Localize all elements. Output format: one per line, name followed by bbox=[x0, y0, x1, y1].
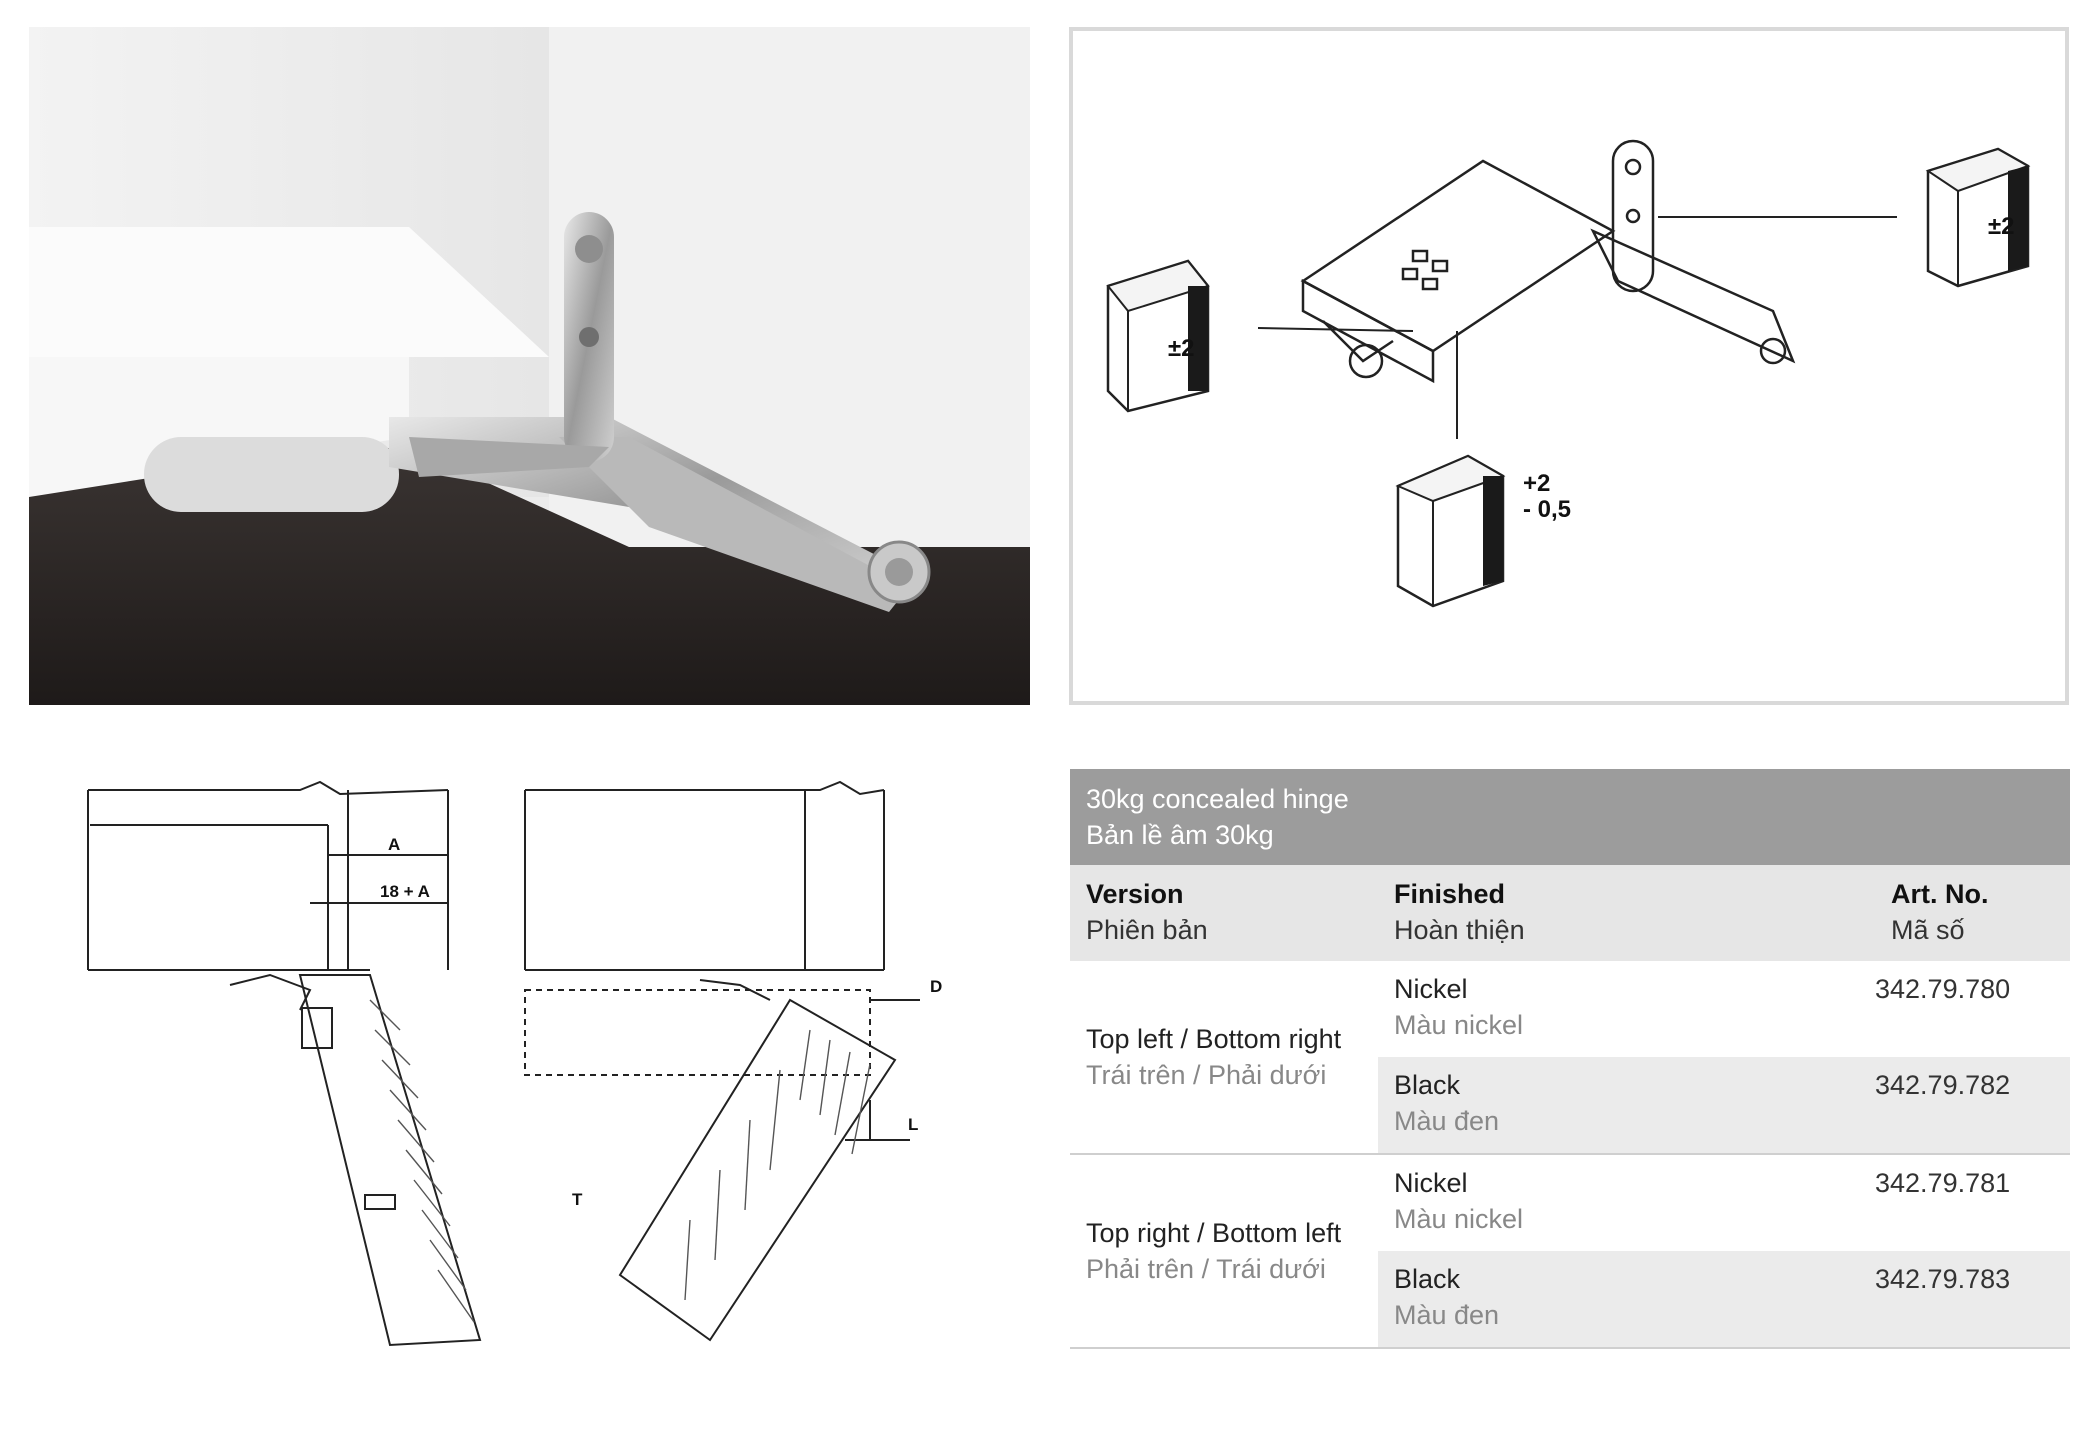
header-finished-en: Finished bbox=[1394, 879, 1506, 909]
group-version bbox=[1070, 961, 1378, 1153]
group-version bbox=[1070, 1155, 1378, 1347]
version-en: Top left / Bottom right bbox=[1086, 1024, 1342, 1054]
header-artno bbox=[1875, 865, 2070, 961]
finish-en: Nickel bbox=[1394, 974, 1468, 1004]
art-no: 342.79.782 bbox=[1875, 1070, 2011, 1100]
section-drawing-closed bbox=[70, 770, 490, 1360]
table-title bbox=[1070, 769, 2070, 865]
header-version-en: Version bbox=[1086, 879, 1184, 909]
art-no: 342.79.781 bbox=[1875, 1168, 2011, 1198]
finish-en: Black bbox=[1394, 1070, 1461, 1100]
table-row bbox=[1378, 1155, 2070, 1251]
table-group bbox=[1070, 1155, 2070, 1349]
adjust-cube-left bbox=[1108, 261, 1208, 411]
art-no: 342.79.783 bbox=[1875, 1264, 2011, 1294]
dim-l-label: L bbox=[908, 1115, 919, 1134]
adjust-left-label: ±2 bbox=[1168, 335, 1195, 362]
table-title-en: 30kg concealed hinge bbox=[1086, 784, 1349, 814]
table-group bbox=[1070, 961, 2070, 1155]
adjust-right-label: ±2 bbox=[1988, 213, 2015, 240]
table-header-row bbox=[1070, 865, 2070, 961]
adjustment-diagram bbox=[1069, 27, 2069, 705]
product-photo bbox=[29, 27, 1030, 705]
header-version bbox=[1070, 865, 1378, 961]
finish-vi: Màu nickel bbox=[1394, 1204, 1524, 1234]
dim-t-label: T bbox=[572, 1190, 583, 1209]
table-row bbox=[1378, 1251, 2070, 1347]
version-en: Top right / Bottom left bbox=[1086, 1218, 1342, 1248]
dim-a-label: A bbox=[388, 835, 401, 854]
spec-table bbox=[1070, 769, 2070, 1349]
finish-vi: Màu đen bbox=[1394, 1106, 1500, 1136]
finish-vi: Màu đen bbox=[1394, 1300, 1500, 1330]
table-row bbox=[1378, 961, 2070, 1057]
header-finished bbox=[1378, 865, 1875, 961]
dim-18a-label: 18 + A bbox=[380, 882, 430, 901]
finish-en: Black bbox=[1394, 1264, 1461, 1294]
table-row bbox=[1378, 1057, 2070, 1153]
table-title-vi: Bản lề âm 30kg bbox=[1086, 820, 1274, 850]
section-drawing-open bbox=[500, 770, 980, 1360]
header-artno-en: Art. No. bbox=[1891, 879, 1989, 909]
adjust-depth-minus-label: - 0,5 bbox=[1523, 496, 1572, 523]
adjust-cube-right bbox=[1928, 149, 2028, 286]
art-no: 342.79.780 bbox=[1875, 974, 2011, 1004]
adjust-cube-bottom bbox=[1398, 456, 1571, 606]
adjust-depth-plus-label: +2 bbox=[1523, 470, 1551, 497]
finish-vi: Màu nickel bbox=[1394, 1010, 1524, 1040]
finish-en: Nickel bbox=[1394, 1168, 1468, 1198]
header-artno-vi: Mã số bbox=[1891, 915, 1965, 945]
header-finished-vi: Hoàn thiện bbox=[1394, 915, 1525, 945]
version-vi: Trái trên / Phải dưới bbox=[1086, 1060, 1327, 1090]
header-version-vi: Phiên bản bbox=[1086, 915, 1208, 945]
dim-d-label: D bbox=[930, 977, 943, 996]
version-vi: Phải trên / Trái dưới bbox=[1086, 1254, 1326, 1284]
